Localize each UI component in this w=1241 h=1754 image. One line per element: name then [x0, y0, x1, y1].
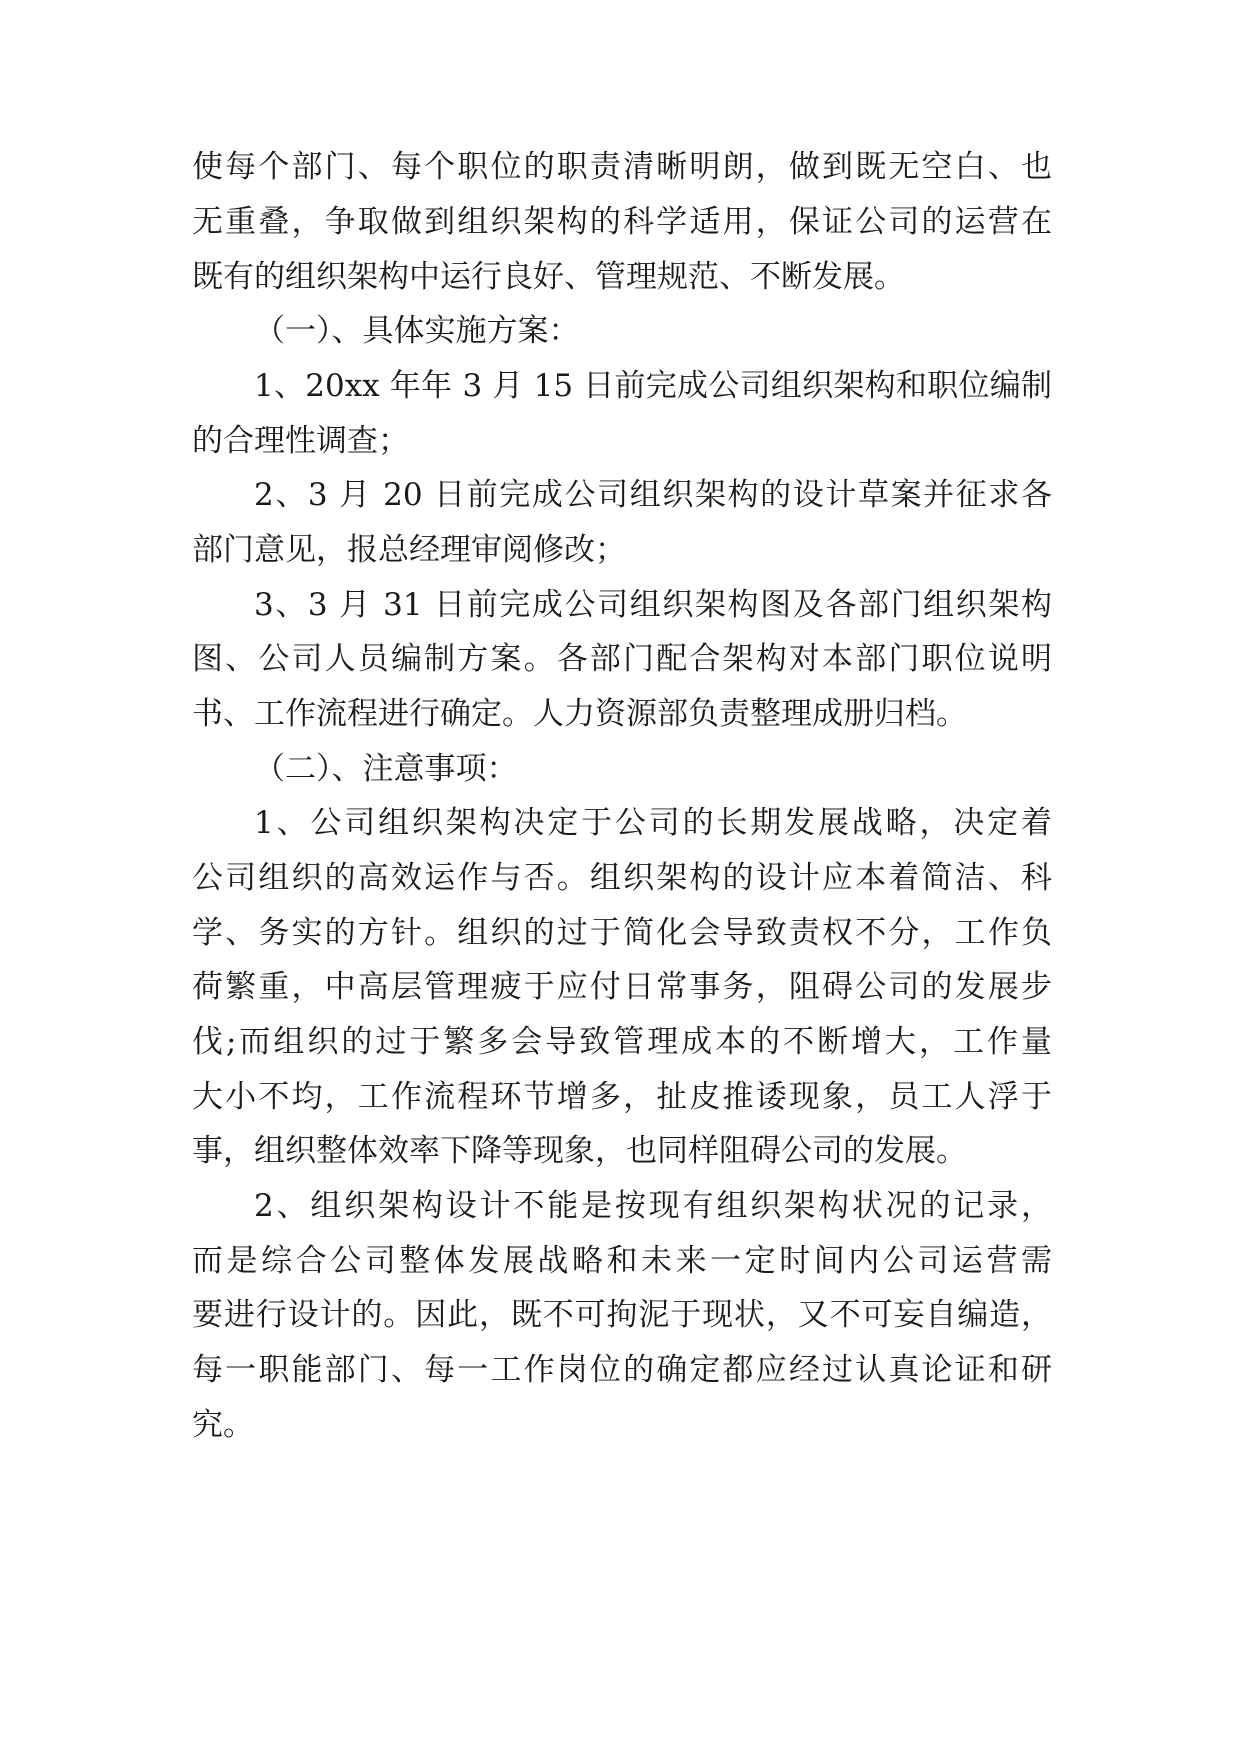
text-line-15: 学、务实的方针。组织的过于简化会导致责权不分，工作负 [192, 915, 1052, 951]
section-heading-1: （一）、具体实施方案： [254, 313, 580, 349]
text-line-23: 每一职能部门、每一工作岗位的确定都应经过认真论证和研 [192, 1352, 1052, 1388]
text-line-1: 使每个部门、每个职位的职责清晰明朗，做到既无空白、也 [192, 149, 1052, 185]
text-line-8: 部门意见，报总经理审阅修改； [192, 532, 626, 568]
text-line-10: 图、公司人员编制方案。各部门配合架构对本部门职位说明 [192, 641, 1052, 677]
section-heading-2: （二）、注意事项： [254, 751, 518, 787]
text-line-17: 伐;而组织的过于繁多会导致管理成本的不断增大，工作量 [192, 1024, 1052, 1060]
text-line-11: 书、工作流程进行确定。人力资源部负责整理成册归档。 [192, 696, 967, 732]
text-line-14: 公司组织的高效运作与否。组织架构的设计应本着简洁、科 [192, 860, 1052, 896]
text-line-20: 2、组织架构设计不能是按现有组织架构状况的记录， [254, 1188, 1052, 1224]
text-line-22: 要进行设计的。因此，既不可拘泥于现状，又不可妄自编造， [192, 1297, 1052, 1333]
text-line-18: 大小不均，工作流程环节增多，扯皮推诿现象，员工人浮于 [192, 1079, 1052, 1115]
text-line-9: 3、3 月 31 日前完成公司组织架构图及各部门组织架构 [254, 587, 1052, 623]
text-line-6: 的合理性调查； [192, 423, 409, 459]
text-line-16: 荷繁重，中高层管理疲于应付日常事务，阻碍公司的发展步 [192, 969, 1052, 1005]
text-line-13: 1、公司组织架构决定于公司的长期发展战略，决定着 [254, 805, 1052, 841]
text-line-21: 而是综合公司整体发展战略和未来一定时间内公司运营需 [192, 1243, 1052, 1279]
text-line-24: 究。 [192, 1407, 254, 1443]
text-line-2: 无重叠，争取做到组织架构的科学适用，保证公司的运营在 [192, 204, 1052, 240]
text-line-3: 既有的组织架构中运行良好、管理规范、不断发展。 [192, 259, 905, 295]
text-line-19: 事，组织整体效率下降等现象，也同样阻碍公司的发展。 [192, 1133, 967, 1169]
text-line-7: 2、3 月 20 日前完成公司组织架构的设计草案并征求各 [254, 477, 1052, 513]
text-line-5: 1、20xx 年年 3 月 15 日前完成公司组织架构和职位编制 [254, 368, 1052, 404]
